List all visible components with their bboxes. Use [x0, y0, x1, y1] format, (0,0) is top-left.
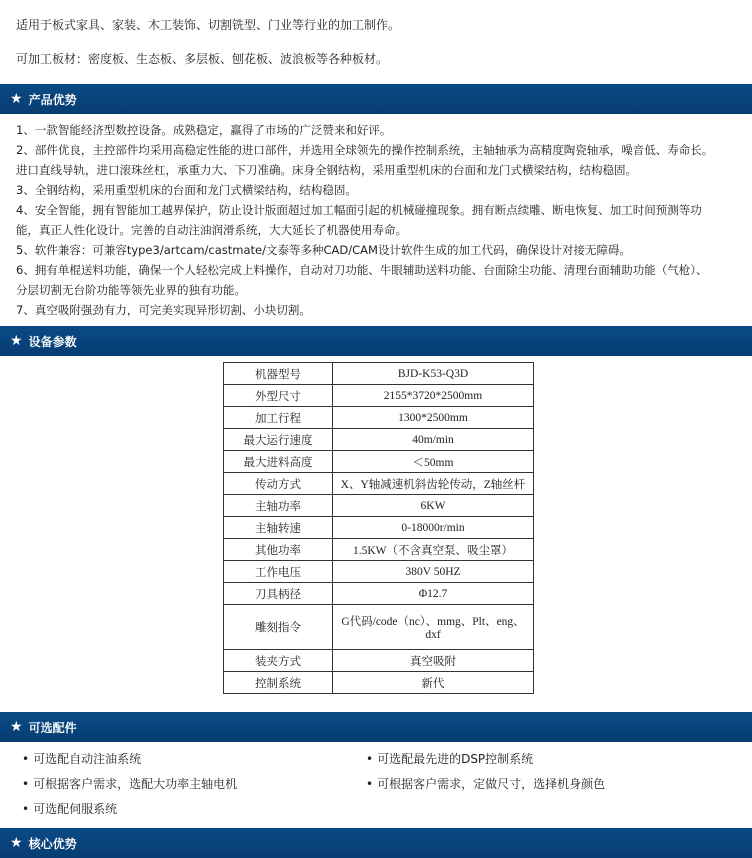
table-row — [224, 495, 534, 517]
param-label: 加工行程 — [224, 407, 333, 429]
param-label: 最大运行速度 — [224, 429, 333, 451]
option-label: 可选配最先进的DSP控制系统 — [377, 752, 534, 766]
section-title-params: 设备参数 — [28, 334, 77, 349]
param-value: X、Y轴减速机斜齿轮传动，Z轴丝杆 — [333, 473, 534, 495]
advantage-line: 2、部件优良，主控部件均采用高稳定性能的进口部件，并选用全球领先的操作控制系统，主轴轴承为高精度陶瓷轴承，噪音低、寿命长。 — [16, 143, 714, 157]
param-label: 装夹方式 — [224, 650, 333, 672]
table-row — [224, 451, 534, 473]
intro-materials: 可加工板材：密度板、生态板、多层板、刨花板、波浪板等各种板材。 — [16, 52, 389, 66]
table-row — [224, 605, 534, 650]
param-value: 2155*3720*2500mm — [333, 385, 534, 407]
table-row — [224, 517, 534, 539]
section-title-advantages: 产品优势 — [28, 92, 77, 107]
advantage-line: 7、真空吸附强劲有力，可完美实现异形切割、小块切割。 — [16, 303, 311, 317]
param-value: 1.5KW（不含真空泵、吸尘罩） — [333, 539, 534, 561]
param-label: 刀具柄径 — [224, 583, 333, 605]
param-value: 40m/min — [333, 429, 534, 451]
option-label: 可选配伺服系统 — [33, 802, 118, 816]
param-value: 新代 — [333, 672, 534, 694]
bullet-icon: • — [22, 752, 30, 766]
table-row — [224, 583, 534, 605]
param-label: 外型尺寸 — [224, 385, 333, 407]
star-icon: ★ — [10, 719, 23, 735]
section-title-core: 核心优势 — [28, 836, 77, 851]
section-bar-advantages — [0, 84, 752, 114]
param-label: 传动方式 — [224, 473, 333, 495]
option-label: 可根据客户需求，选配大功率主轴电机 — [33, 777, 238, 791]
list-item — [22, 775, 237, 792]
star-icon: ★ — [10, 835, 23, 851]
param-value: Φ12.7 — [333, 583, 534, 605]
advantage-line: 3、全钢结构，采用重型机床的台面和龙门式横梁结构，结构稳固。 — [16, 183, 357, 197]
list-item — [22, 800, 117, 817]
section-bar-core — [0, 828, 752, 858]
option-label: 可选配自动注油系统 — [33, 752, 142, 766]
param-label: 工作电压 — [224, 561, 333, 583]
advantage-line: 1、一款智能经济型数控设备。成熟稳定，赢得了市场的广泛赞来和好评。 — [16, 123, 392, 137]
table-row — [224, 473, 534, 495]
advantage-line: 4、安全智能，拥有智能加工越界保护，防止设计版面超过加工幅面引起的机械碰撞现象。拥有断点续雕、断电恢复、加工时间预测等功 — [16, 203, 702, 217]
list-item — [366, 775, 605, 792]
param-label: 最大进料高度 — [224, 451, 333, 473]
param-value: 0-18000r/min — [333, 517, 534, 539]
param-value: BJD-K53-Q3D — [333, 363, 534, 385]
advantages-list — [16, 120, 746, 320]
param-label: 雕刻指令 — [224, 605, 333, 650]
table-row — [224, 561, 534, 583]
param-label: 主轴转速 — [224, 517, 333, 539]
section-title-options: 可选配件 — [28, 720, 77, 735]
param-value: 1300*2500mm — [333, 407, 534, 429]
table-row — [224, 650, 534, 672]
advantage-line: 能，真正人性化设计。完善的自动注油润滑系统，大大延长了机器使用寿命。 — [16, 223, 407, 237]
section-bar-params — [0, 326, 752, 356]
param-label: 机器型号 — [224, 363, 333, 385]
table-row — [224, 407, 534, 429]
param-value: 380V 50HZ — [333, 561, 534, 583]
param-value: ＜50mm — [333, 451, 534, 473]
advantage-line: 进口直线导轨，进口滚珠丝杠，承重力大、下刀准确。床身全钢结构，采用重型机床的台面和龙门式横梁结构，结构稳固。 — [16, 163, 637, 177]
param-label: 主轴功率 — [224, 495, 333, 517]
table-row — [224, 363, 534, 385]
param-label: 其他功率 — [224, 539, 333, 561]
intro-applications: 适用于板式家具、家装、木工装饰、切割铣型、门业等行业的加工制作。 — [16, 18, 401, 32]
advantage-line: 6、拥有单棍送料功能，确保一个人轻松完成上料操作，自动对刀功能、牛眼辅助送料功能、台面除尘功能、清理台面辅助功能（气枪）、 — [16, 263, 708, 277]
table-row — [224, 539, 534, 561]
advantage-line: 分层切割无台阶功能等领先业界的独有功能。 — [16, 283, 246, 297]
bullet-icon: • — [366, 777, 374, 791]
table-row — [224, 385, 534, 407]
star-icon: ★ — [10, 333, 23, 349]
param-value: 6KW — [333, 495, 534, 517]
star-icon: ★ — [10, 91, 23, 107]
option-label: 可根据客户需求，定做尺寸，选择机身颜色 — [377, 777, 606, 791]
list-item — [22, 750, 141, 767]
bullet-icon: • — [366, 752, 374, 766]
param-label: 控制系统 — [224, 672, 333, 694]
param-value: G代码/code（nc）、mmg、Plt、eng、dxf — [333, 605, 534, 650]
params-table — [223, 362, 534, 694]
advantage-line: 5、软件兼容：可兼容type3/artcam/castmate/文泰等多种CAD/CAM设计软件生成的加工代码，确保设计对接无障碍。 — [16, 243, 631, 257]
list-item — [366, 750, 533, 767]
table-row — [224, 672, 534, 694]
bullet-icon: • — [22, 777, 30, 791]
bullet-icon: • — [22, 802, 30, 816]
table-row — [224, 429, 534, 451]
section-bar-options — [0, 712, 752, 742]
param-value: 真空吸附 — [333, 650, 534, 672]
